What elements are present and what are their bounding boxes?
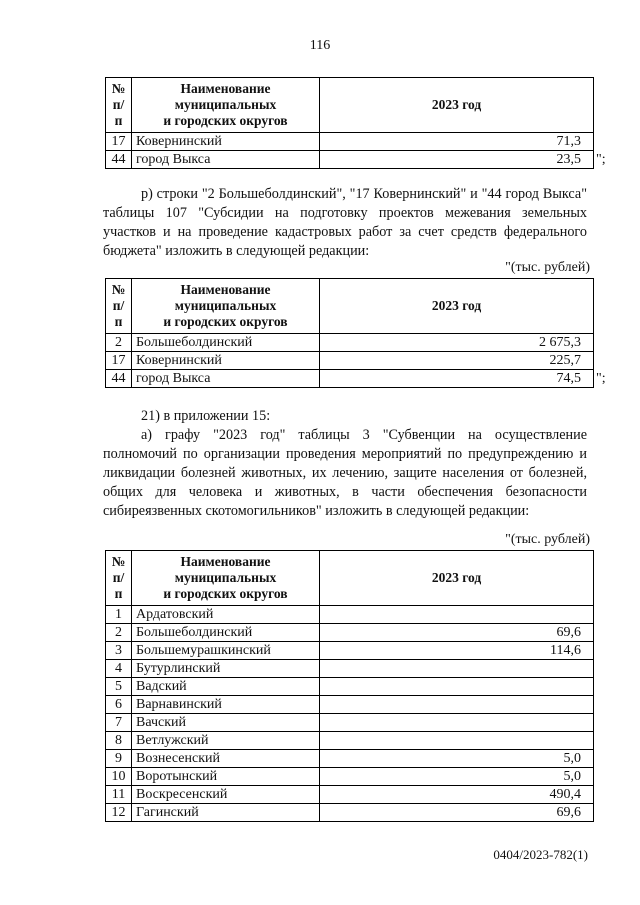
column-header-number: № п/п bbox=[106, 78, 132, 133]
row-number: 44 bbox=[106, 151, 132, 169]
row-name: Вачский bbox=[132, 714, 320, 732]
row-number: 10 bbox=[106, 768, 132, 786]
unit-label-3: "(тыс. рублей) bbox=[505, 532, 590, 547]
row-number: 9 bbox=[106, 750, 132, 768]
paragraph-a: а) графу "2023 год" таблицы 3 "Субвенции на осуществление полномочий по организации проведения мероприятий по предупреждению и ликвидации болезней животных, их лечению, защите населения от болезней, общих для человека и животных, в части обеспечения безопасности сибиреязвенных скотомогильников" изложить в следующей редакции: bbox=[103, 427, 587, 519]
column-header-number: № п/п bbox=[106, 279, 132, 334]
table-row bbox=[106, 660, 594, 678]
row-name: город Выкса bbox=[132, 370, 320, 388]
table-row bbox=[106, 151, 594, 169]
row-number: 17 bbox=[106, 352, 132, 370]
row-number: 12 bbox=[106, 804, 132, 822]
table-row bbox=[106, 642, 594, 660]
table-2 bbox=[105, 278, 594, 388]
table-row bbox=[106, 133, 594, 151]
row-name: город Выкса bbox=[132, 151, 320, 169]
row-number: 6 bbox=[106, 696, 132, 714]
row-value: 69,6 bbox=[320, 804, 594, 822]
table-row bbox=[106, 804, 594, 822]
paragraph-21: 21) в приложении 15: bbox=[141, 408, 271, 424]
row-value: 5,0 bbox=[320, 768, 594, 786]
row-value: 5,0 bbox=[320, 750, 594, 768]
row-number: 5 bbox=[106, 678, 132, 696]
table-row bbox=[106, 624, 594, 642]
row-name: Варнавинский bbox=[132, 696, 320, 714]
row-name: Гагинский bbox=[132, 804, 320, 822]
column-header-name: Наименование муниципальных и городских округов bbox=[132, 279, 320, 334]
row-name: Воскресенский bbox=[132, 786, 320, 804]
row-number: 11 bbox=[106, 786, 132, 804]
row-number: 4 bbox=[106, 660, 132, 678]
row-value bbox=[320, 732, 594, 750]
column-header-year: 2023 год bbox=[320, 78, 594, 133]
row-value: 23,5 bbox=[320, 151, 594, 169]
row-value: 2 675,3 bbox=[320, 334, 594, 352]
table-row bbox=[106, 768, 594, 786]
row-value bbox=[320, 606, 594, 624]
column-header-year: 2023 год bbox=[320, 279, 594, 334]
table-row bbox=[106, 352, 594, 370]
row-value bbox=[320, 714, 594, 732]
row-name: Ветлужский bbox=[132, 732, 320, 750]
table-row bbox=[106, 370, 594, 388]
table-row bbox=[106, 334, 594, 352]
row-value bbox=[320, 660, 594, 678]
table-3 bbox=[105, 550, 594, 822]
table-row bbox=[106, 696, 594, 714]
row-value: 490,4 bbox=[320, 786, 594, 804]
table-row bbox=[106, 732, 594, 750]
column-header-number: № п/п bbox=[106, 551, 132, 606]
row-value bbox=[320, 696, 594, 714]
row-name: Вознесенский bbox=[132, 750, 320, 768]
column-header-name: Наименование муниципальных и городских округов bbox=[132, 551, 320, 606]
row-name: Большеболдинский bbox=[132, 624, 320, 642]
row-name: Большеболдинский bbox=[132, 334, 320, 352]
closing-quote-1: "; bbox=[596, 152, 606, 167]
row-value: 74,5 bbox=[320, 370, 594, 388]
row-value: 114,6 bbox=[320, 642, 594, 660]
row-number: 2 bbox=[106, 624, 132, 642]
row-number: 7 bbox=[106, 714, 132, 732]
column-header-name: Наименование муниципальных и городских округов bbox=[132, 78, 320, 133]
document-code: 0404/2023-782(1) bbox=[493, 847, 588, 862]
page-number: 116 bbox=[309, 38, 331, 53]
row-name: Ковернинский bbox=[132, 133, 320, 151]
row-number: 44 bbox=[106, 370, 132, 388]
column-header-year: 2023 год bbox=[320, 551, 594, 606]
row-value: 71,3 bbox=[320, 133, 594, 151]
row-number: 17 bbox=[106, 133, 132, 151]
row-value bbox=[320, 678, 594, 696]
row-name: Вадский bbox=[132, 678, 320, 696]
table-row bbox=[106, 786, 594, 804]
table-row bbox=[106, 714, 594, 732]
table-row bbox=[106, 606, 594, 624]
row-value: 69,6 bbox=[320, 624, 594, 642]
closing-quote-2: "; bbox=[596, 371, 606, 386]
row-name: Бутурлинский bbox=[132, 660, 320, 678]
row-number: 3 bbox=[106, 642, 132, 660]
row-name: Ковернинский bbox=[132, 352, 320, 370]
table-1 bbox=[105, 77, 594, 169]
row-value: 225,7 bbox=[320, 352, 594, 370]
table-row bbox=[106, 750, 594, 768]
row-number: 1 bbox=[106, 606, 132, 624]
row-name: Воротынский bbox=[132, 768, 320, 786]
paragraph-r: р) строки "2 Большеболдинский", "17 Ковернинский" и "44 город Выкса" таблицы 107 "Субсидии на подготовку проектов межевания земельных участков и на проведение кадастровых работ за счет средств федерального бюджета" изложить в следующей редакции: bbox=[103, 186, 587, 259]
table-row bbox=[106, 678, 594, 696]
row-number: 8 bbox=[106, 732, 132, 750]
row-number: 2 bbox=[106, 334, 132, 352]
row-name: Ардатовский bbox=[132, 606, 320, 624]
row-name: Большемурашкинский bbox=[132, 642, 320, 660]
unit-label-2: "(тыс. рублей) bbox=[505, 260, 590, 275]
